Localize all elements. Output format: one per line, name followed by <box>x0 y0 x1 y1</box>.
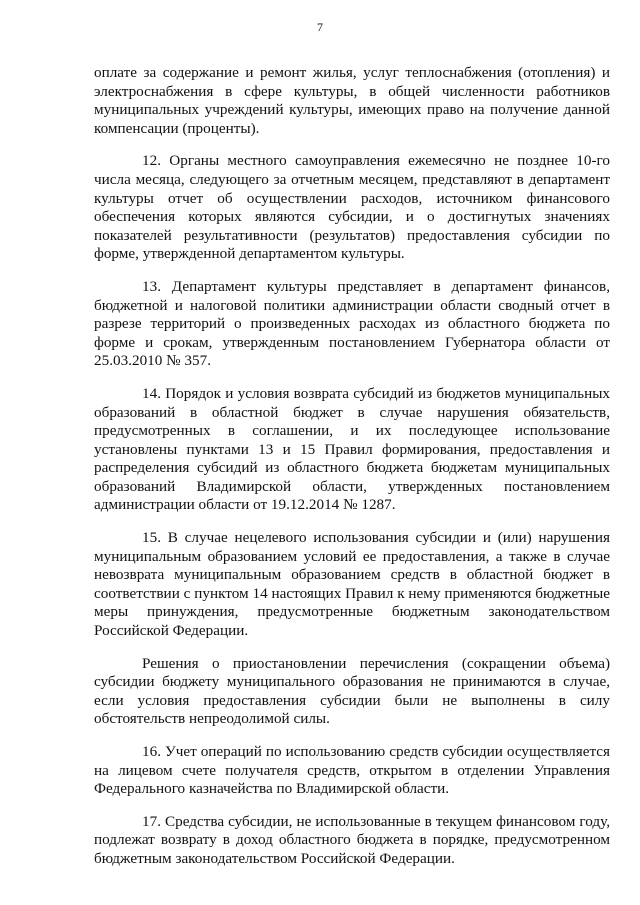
paragraph-16: 16. Учет операций по использованию средств субсидии осуществляется на лицевом счете получателя средств, открытом в отделении Управления Федерального казначейства по Владимирской области. <box>94 743 610 798</box>
paragraph-14: 14. Порядок и условия возврата субсидий из бюджетов муниципальных образований в областной бюджет в случае нарушения обязательств, предусмотренных в соглашении, и их последующее использование установлены пунктами 13 и 15 Правил формирования, предоставления и распределения субсидий из областного бюджета бюджетам муниципальных образований Владимирской области, утвержденных постановлением администрации области от 19.12.2014 № 1287. <box>94 384 610 514</box>
paragraph-15: 15. В случае нецелевого использования субсидии и (или) нарушения муниципальным образованием условий ее предоставления, а также в случае невозврата муниципальным образованием средств в областной бюджет в соответствии с пунктом 14 настоящих Правил к нему применяются бюджетные меры принуждения, предусмотренные бюджетным законодательством Российской Федерации. <box>94 529 610 640</box>
paragraph-15-decisions: Решения о приостановлении перечисления (сокращении объема) субсидии бюджету муниципального образования не принимаются в случае, если условия предоставления субсидии были не выполнены в силу обстоятельств непреодолимой силы. <box>94 654 610 728</box>
paragraph-17: 17. Средства субсидии, не использованные в текущем финансовом году, подлежат возврату в доход областного бюджета в порядке, предусмотренном бюджетным законодательством Российской Федерации. <box>94 812 610 867</box>
page-number: 7 <box>317 20 323 34</box>
paragraph-13: 13. Департамент культуры представляет в департамент финансов, бюджетной и налоговой политики администрации области сводный отчет в разрезе территорий о произведенных расходах из областного бюджета по форме и срокам, утвержденным постановлением Губернатора области от 25.03.2010 № 357. <box>94 277 610 370</box>
paragraph-12: 12. Органы местного самоуправления ежемесячно не позднее 10-го числа месяца, следующего за отчетным месяцем, представляют в департамент культуры отчет об осуществлении расходов, источником финансового обеспечения которых являются субсидии, и о достигнутых значениях показателей результативности (результатов) предоставления субсидии по форме, утвержденной департаментом культуры. <box>94 152 610 263</box>
document-body <box>94 64 610 883</box>
paragraph-continuation: оплате за содержание и ремонт жилья, услуг теплоснабжения (отопления) и электроснабжения в сфере культуры, в общей численности работников муниципальных учреждений культуры, имеющих право на получение данной компенсации (проценты). <box>94 64 610 137</box>
